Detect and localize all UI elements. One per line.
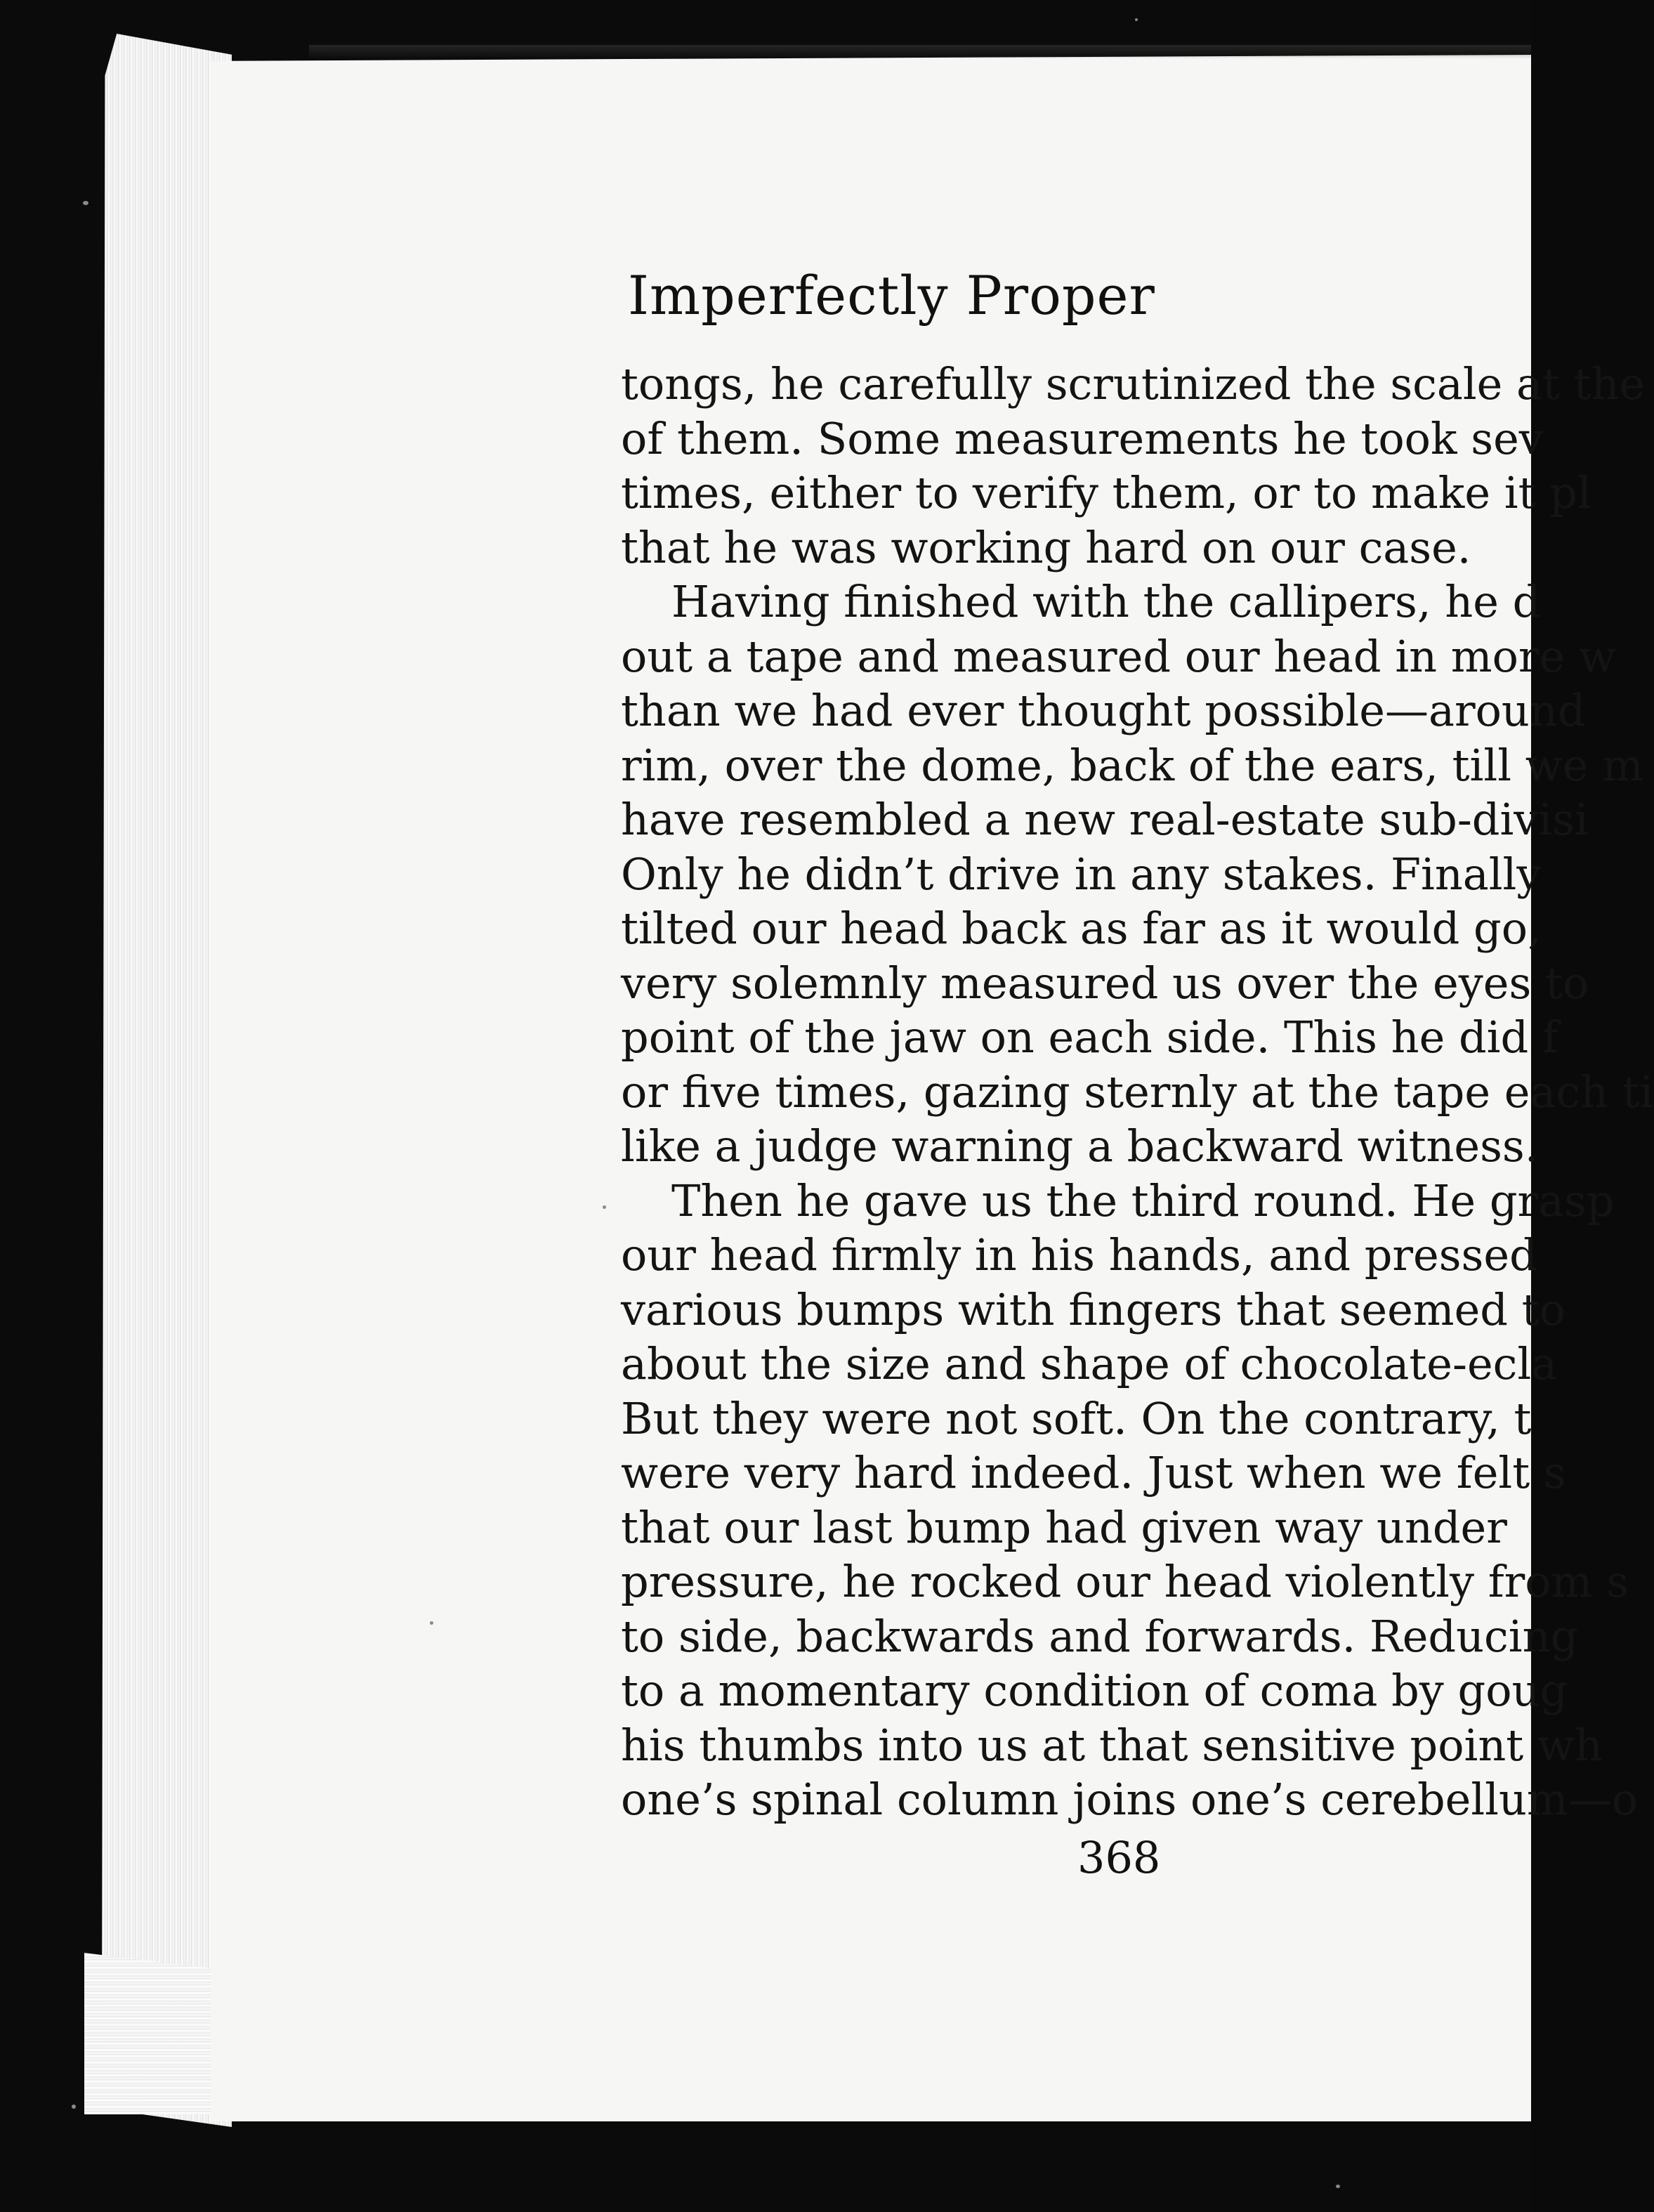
text-line: than we had ever thought possible—around [621,685,1586,736]
top-edge-shadow [309,45,1531,59]
running-head: Imperfectly Proper [628,264,1155,327]
text-line: various bumps with fingers that seemed to [621,1283,1566,1335]
text-line: our head firmly in his hands, and pressed [621,1229,1537,1281]
page-stack-edges [84,34,232,2127]
text-line: Only he didn’t drive in any stakes. Finally [621,848,1542,900]
text-line: times, either to verify them, or to make it pl [621,467,1591,518]
text-line: Then he gave us the third round. He grasp [671,1174,1615,1226]
text-line: like a judge warning a backward witness. [621,1120,1539,1172]
text-line: tilted our head back as far as it would go, [621,903,1542,954]
text-line: have resembled a new real-estate sub-divisi [621,794,1589,845]
page-number: 368 [1077,1832,1161,1883]
text-line: one’s spinal column joins one’s cerebellum—o [621,1774,1639,1825]
text-line: that he was working hard on our case. [621,521,1471,573]
text-line: about the size and shape of chocolate-ecla [621,1338,1558,1389]
text-line: were very hard indeed. Just when we felt s [621,1447,1566,1498]
text-line: rim, over the dome, back of the ears, till we m [621,739,1644,791]
body-text [621,357,1654,1827]
text-line: that our last bump had given way under [621,1501,1507,1553]
text-line: Having finished with the callipers, he d [671,576,1541,627]
text-line: pressure, he rocked our head violently from s [621,1556,1629,1607]
text-line: or five times, gazing sternly at the tape each ti [621,1066,1654,1118]
text-line: tongs, he carefully scrutinized the scale at the [621,358,1646,410]
text-line: of them. Some measurements he took sev [621,412,1544,464]
text-line: very solemnly measured us over the eyes to [621,957,1589,1009]
text-line: to side, backwards and forwards. Reducing [621,1610,1579,1662]
text-line: out a tape and measured our head in more w [621,630,1617,682]
text-line: his thumbs into us at that sensitive point wh [621,1719,1603,1771]
text-line: But they were not soft. On the contrary, t [621,1392,1532,1444]
text-line: point of the jaw on each side. This he did f [621,1012,1558,1063]
text-line: to a momentary condition of coma by goug [621,1665,1568,1716]
